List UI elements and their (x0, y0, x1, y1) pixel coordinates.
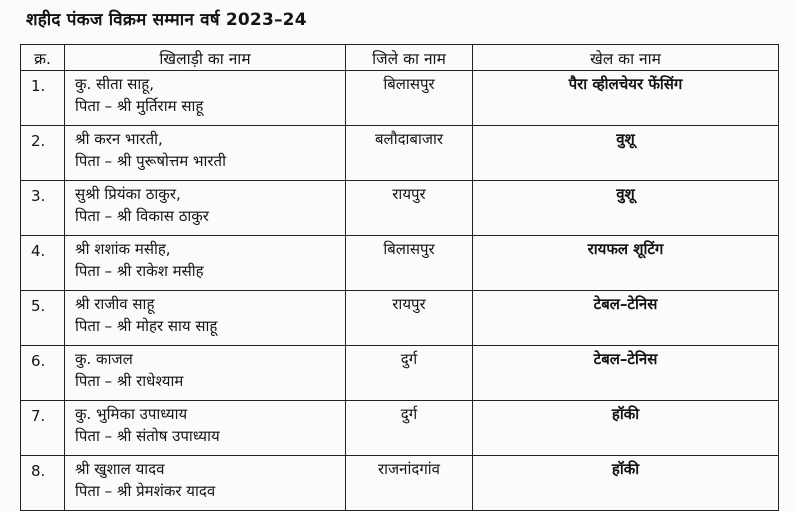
header-sport: खेल का नाम (473, 45, 779, 71)
district-cell: बिलासपुर (346, 236, 473, 291)
serial-cell: 5. (21, 291, 65, 346)
table-row (21, 401, 779, 456)
father-name: पिता – श्री राधेश्याम (75, 372, 184, 390)
document-title: शहीद पंकज विक्रम सम्मान वर्ष 2023–24 (26, 10, 307, 30)
serial-cell: 4. (21, 236, 65, 291)
sport-cell: टेबल–टेनिस (473, 346, 779, 401)
table-row (21, 71, 779, 126)
player-name-cell (65, 291, 346, 346)
header-serial: क्र. (21, 45, 65, 71)
sport-cell: हॉकी (473, 456, 779, 511)
table-header-row (21, 45, 779, 71)
table-row (21, 236, 779, 291)
player-name: सुश्री प्रियंका ठाकुर, (75, 185, 181, 203)
district-cell: दुर्ग (346, 346, 473, 401)
serial-cell: 7. (21, 401, 65, 456)
serial-cell: 8. (21, 456, 65, 511)
district-cell: बिलासपुर (346, 71, 473, 126)
player-name-cell (65, 236, 346, 291)
father-name: पिता – श्री प्रेमशंकर यादव (75, 482, 216, 500)
serial-cell: 3. (21, 181, 65, 236)
table-row (21, 291, 779, 346)
father-name: पिता – श्री राकेश मसीह (75, 262, 204, 280)
sport-cell: पैरा व्हीलचेयर फेंसिंग (473, 71, 779, 126)
table-row (21, 126, 779, 181)
player-name-cell (65, 71, 346, 126)
district-cell: रायपुर (346, 181, 473, 236)
player-name: श्री करन भारती, (75, 130, 163, 148)
father-name: पिता – श्री मुर्तिराम साहू (75, 97, 204, 115)
sport-cell: वुशू (473, 126, 779, 181)
serial-cell: 2. (21, 126, 65, 181)
player-name-cell (65, 456, 346, 511)
sport-cell: वुशू (473, 181, 779, 236)
sport-cell: रायफल शूटिंग (473, 236, 779, 291)
district-cell: रायपुर (346, 291, 473, 346)
player-name: श्री शशांक मसीह, (75, 240, 171, 258)
player-name-cell (65, 181, 346, 236)
serial-cell: 1. (21, 71, 65, 126)
father-name: पिता – श्री पुरूषोत्तम भारती (75, 152, 226, 170)
table-row (21, 346, 779, 401)
table-row (21, 181, 779, 236)
player-name: श्री राजीव साहू (75, 295, 155, 313)
awardees-table (20, 44, 779, 511)
district-cell: बलौदाबाजार (346, 126, 473, 181)
player-name-cell (65, 346, 346, 401)
father-name: पिता – श्री संतोष उपाध्याय (75, 427, 220, 445)
sport-cell: टेबल–टेनिस (473, 291, 779, 346)
serial-cell: 6. (21, 346, 65, 401)
player-name-cell (65, 126, 346, 181)
header-player-name: खिलाड़ी का नाम (65, 45, 346, 71)
sport-cell: हॉकी (473, 401, 779, 456)
table-row (21, 456, 779, 511)
father-name: पिता – श्री विकास ठाकुर (75, 207, 209, 225)
player-name-cell (65, 401, 346, 456)
player-name: कु. भुमिका उपाध्याय (75, 405, 188, 423)
header-district: जिले का नाम (346, 45, 473, 71)
district-cell: राजनांदगांव (346, 456, 473, 511)
player-name: कु. काजल (75, 350, 133, 368)
player-name: कु. सीता साहू, (75, 75, 155, 93)
father-name: पिता – श्री मोहर साय साहू (75, 317, 218, 335)
player-name: श्री खुशाल यादव (75, 460, 165, 478)
district-cell: दुर्ग (346, 401, 473, 456)
